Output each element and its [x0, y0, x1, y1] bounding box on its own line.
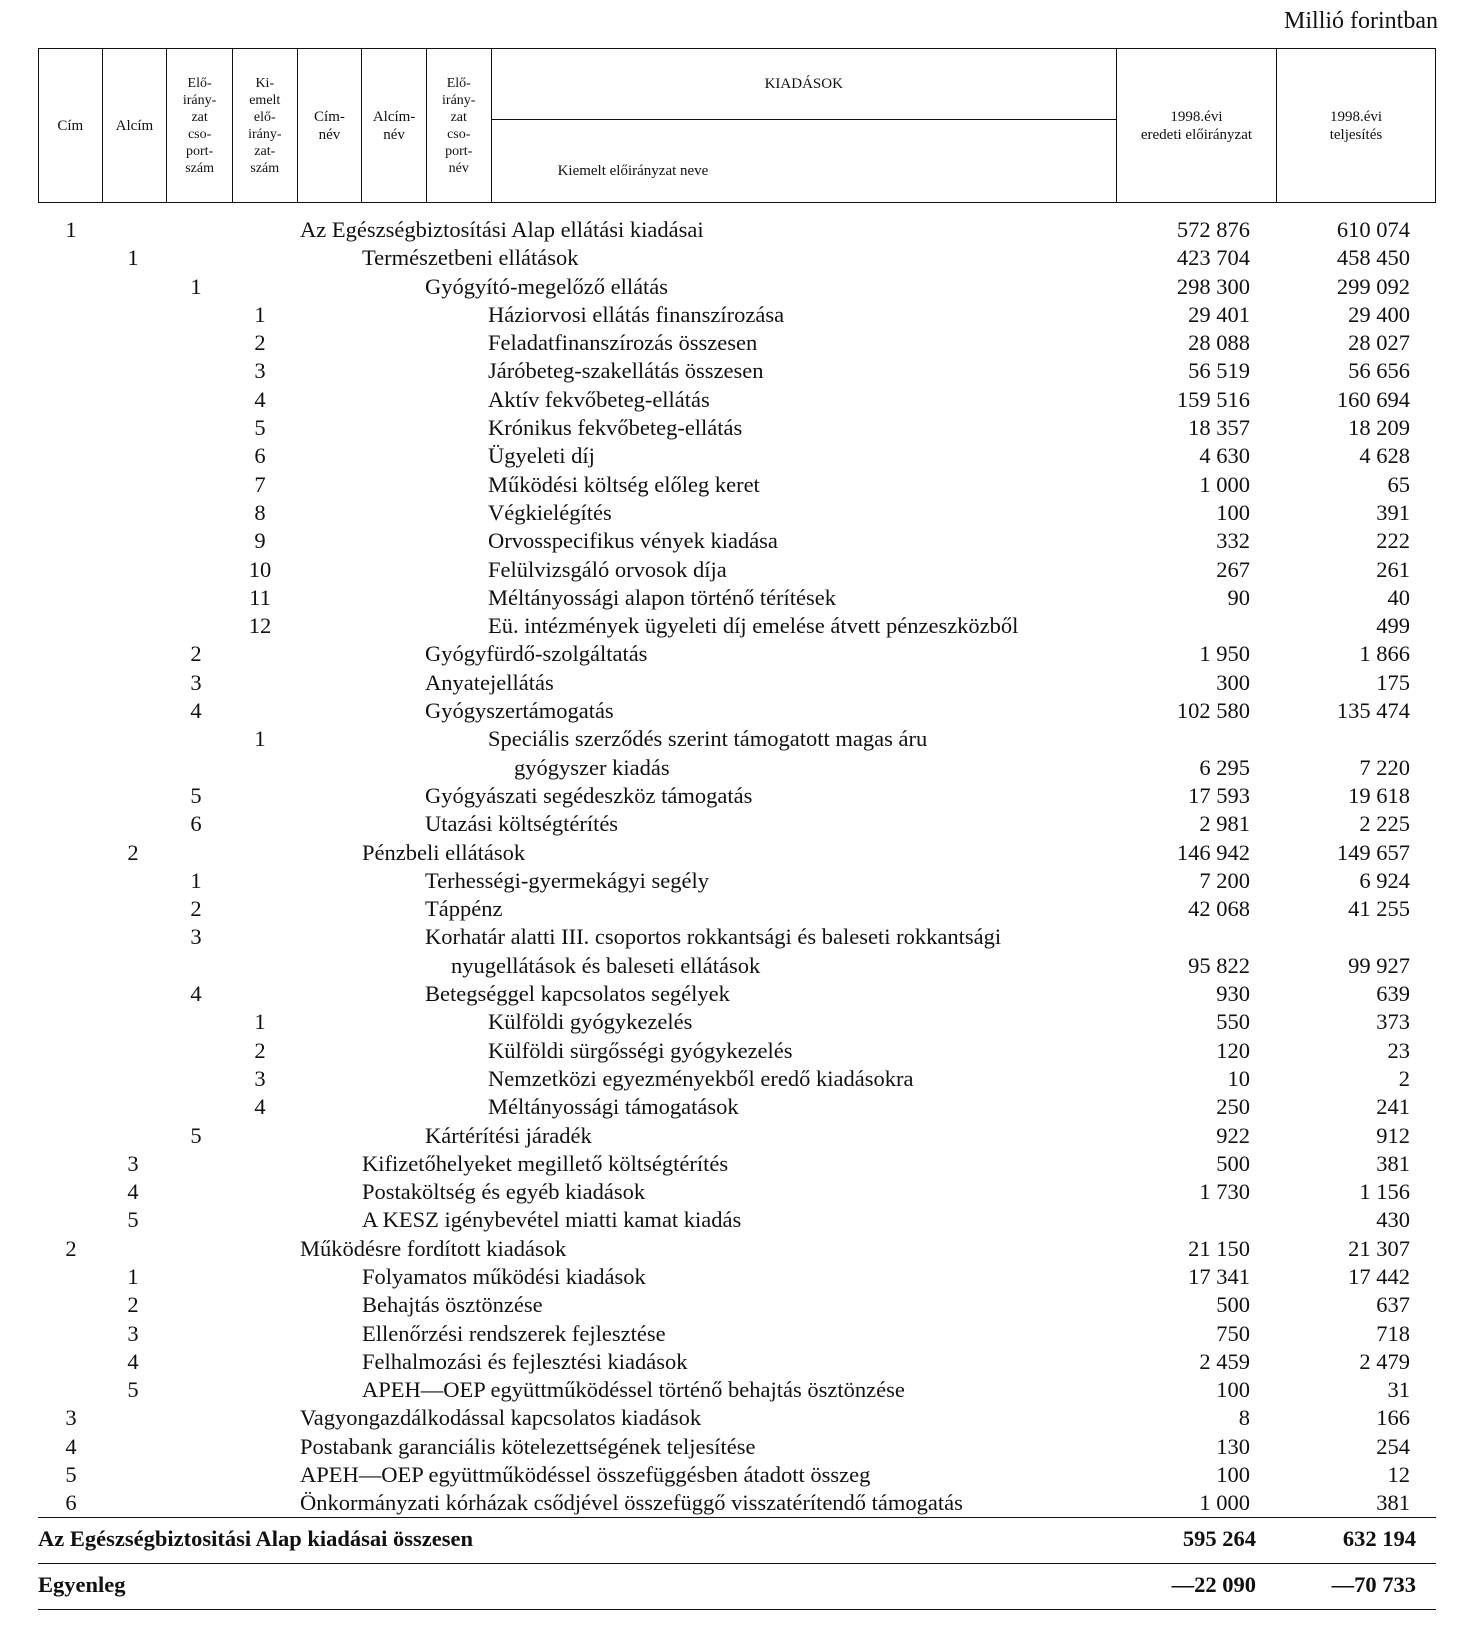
table-row — [0, 1206, 1468, 1234]
table-row — [0, 1348, 1468, 1376]
divider — [38, 1517, 1436, 1518]
row-eredeti-value: 17 593 — [1188, 782, 1250, 808]
row-teljesites-value: 391 — [1376, 499, 1410, 525]
table-row — [0, 640, 1468, 668]
divider — [38, 1609, 1436, 1610]
row-name: APEH—OEP együttműködéssel történő behajtás ösztönzése — [362, 1377, 905, 1403]
row-teljesites-value: 41 255 — [1348, 896, 1410, 922]
row-teljesites-value: 637 — [1376, 1292, 1410, 1318]
row-number: 5 — [190, 782, 202, 808]
balance-eredeti-value: —22 090 — [1171, 1572, 1256, 1597]
row-number: 1 — [254, 726, 266, 752]
table-row — [0, 386, 1468, 414]
row-number: 2 — [254, 330, 266, 356]
row-eredeti-value: 930 — [1216, 981, 1250, 1007]
row-teljesites-value: 65 — [1387, 471, 1410, 497]
table-row — [0, 527, 1468, 555]
row-number: 4 — [65, 1433, 77, 1459]
row-number: 1 — [254, 301, 266, 327]
row-name: Orvosspecifikus vények kiadása — [488, 528, 778, 554]
row-eredeti-value: 267 — [1216, 556, 1250, 582]
row-teljesites-value: 222 — [1376, 528, 1410, 554]
row-name: Pénzbeli ellátások — [362, 839, 526, 865]
row-name: Külföldi gyógykezelés — [488, 1009, 693, 1035]
row-number: 3 — [254, 358, 266, 384]
table-row — [0, 612, 1468, 640]
row-eredeti-value: 423 704 — [1176, 245, 1250, 271]
row-number: 10 — [248, 556, 272, 582]
row-number: 1 — [65, 217, 77, 242]
table-row — [0, 980, 1468, 1008]
row-eredeti-value: 550 — [1216, 1009, 1250, 1035]
row-name: Felülvizsgáló orvosok díja — [488, 556, 727, 582]
table-row — [0, 754, 1468, 782]
header-teljesites: 1998.évi teljesítés — [1276, 49, 1435, 203]
table-row — [0, 329, 1468, 357]
row-name: Utazási költségtérítés — [425, 811, 619, 837]
row-teljesites-value: 21 307 — [1348, 1235, 1410, 1261]
row-name: Kifizetőhelyeket megillető költségtérítés — [362, 1150, 729, 1176]
row-teljesites-value: 4 628 — [1359, 443, 1410, 469]
row-name: APEH—OEP együttműködéssel összefüggésben átadott összeg — [300, 1462, 871, 1488]
row-teljesites-value: 254 — [1376, 1433, 1410, 1459]
row-name: Külföldi sürgősségi gyógykezelés — [488, 1037, 793, 1063]
row-number: 1 — [127, 1263, 139, 1289]
row-eredeti-value: 56 519 — [1188, 358, 1250, 384]
row-eredeti-value: 250 — [1216, 1094, 1250, 1120]
row-eredeti-value: 130 — [1216, 1433, 1250, 1459]
row-teljesites-value: 135 474 — [1336, 698, 1410, 724]
row-name: Korhatár alatti III. csoportos rokkantsági és baleseti rokkantsági — [425, 924, 1002, 950]
table-row — [0, 1178, 1468, 1206]
row-number: 4 — [190, 698, 202, 724]
row-eredeti-value: 922 — [1216, 1122, 1250, 1148]
row-number: 4 — [127, 1348, 139, 1374]
row-number: 8 — [254, 499, 266, 525]
total-teljesites-value: 632 194 — [1342, 1526, 1416, 1551]
row-number: 4 — [190, 981, 202, 1007]
table-row — [0, 1433, 1468, 1461]
row-number: 3 — [127, 1320, 139, 1346]
row-number: 4 — [127, 1179, 139, 1205]
row-eredeti-value: 500 — [1216, 1292, 1250, 1318]
header-alcimnev: Alcím- név — [362, 49, 427, 203]
row-eredeti-value: 300 — [1216, 669, 1250, 695]
row-teljesites-value: 430 — [1376, 1207, 1410, 1233]
row-name: Betegséggel kapcsolatos segélyek — [425, 981, 730, 1007]
row-teljesites-value: 28 027 — [1348, 330, 1410, 356]
table-row — [0, 1150, 1468, 1178]
row-name: Behajtás ösztönzése — [362, 1292, 543, 1318]
row-teljesites-value: 19 618 — [1348, 782, 1410, 808]
row-name: Postabank garanciális kötelezettségének teljesítése — [300, 1433, 756, 1459]
row-teljesites-value: 241 — [1376, 1094, 1410, 1120]
row-eredeti-value: 10 — [1227, 1065, 1250, 1091]
row-eredeti-value: 42 068 — [1188, 896, 1250, 922]
row-name: Aktív fekvőbeteg-ellátás — [488, 386, 710, 412]
table-row — [0, 1291, 1468, 1319]
table-row — [0, 1235, 1468, 1263]
table-row — [0, 839, 1468, 867]
row-teljesites-value: 18 209 — [1348, 415, 1410, 441]
table-row — [0, 273, 1468, 301]
row-name: Járóbeteg-szakellátás összesen — [488, 358, 764, 384]
row-teljesites-value: 2 479 — [1359, 1348, 1410, 1374]
row-number: 7 — [254, 471, 266, 497]
row-eredeti-value: 1 000 — [1199, 471, 1250, 497]
balance-row — [38, 1568, 1436, 1602]
row-eredeti-value: 29 401 — [1188, 301, 1250, 327]
row-name: Vagyongazdálkodással kapcsolatos kiadások — [300, 1405, 702, 1431]
row-number: 5 — [65, 1462, 77, 1488]
row-name: Méltányossági támogatások — [488, 1094, 739, 1120]
row-teljesites-value: 175 — [1376, 669, 1410, 695]
row-number: 2 — [190, 896, 202, 922]
row-teljesites-value: 7 220 — [1359, 754, 1410, 780]
row-name: Méltányossági alapon történő térítések — [488, 584, 837, 610]
row-name: Gyógyító-megelőző ellátás — [425, 273, 669, 299]
row-eredeti-value: 100 — [1216, 1377, 1250, 1403]
row-name: nyugellátások és baleseti ellátások — [451, 952, 761, 978]
header-eloiranyzat-csoportnev: Elő- irány- zat cso- port- név — [426, 49, 491, 203]
row-number: 3 — [127, 1150, 139, 1176]
row-name: Eü. intézmények ügyeleti díj emelése átvett pénzeszközből — [488, 613, 1019, 639]
row-teljesites-value: 1 866 — [1359, 641, 1410, 667]
row-eredeti-value: 7 200 — [1199, 867, 1250, 893]
row-teljesites-value: 23 — [1387, 1037, 1410, 1063]
table-row — [0, 499, 1468, 527]
table-row — [0, 669, 1468, 697]
row-number: 1 — [127, 245, 139, 271]
row-teljesites-value: 1 156 — [1359, 1179, 1410, 1205]
row-eredeti-value: 1 000 — [1199, 1490, 1250, 1516]
row-eredeti-value: 298 300 — [1176, 273, 1250, 299]
row-number: 11 — [249, 584, 271, 610]
header-eredeti-eloiranyzat: 1998.évi eredeti előirányzat — [1116, 49, 1276, 203]
row-eredeti-value: 1 950 — [1199, 641, 1250, 667]
row-name: Felhalmozási és fejlesztési kiadások — [362, 1348, 688, 1374]
row-number: 4 — [254, 386, 266, 412]
row-teljesites-value: 2 — [1398, 1065, 1410, 1091]
row-name: Folyamatos működési kiadások — [362, 1263, 646, 1289]
row-name: gyógyszer kiadás — [514, 754, 670, 780]
row-name: Természetbeni ellátások — [362, 245, 579, 271]
table-row — [0, 1320, 1468, 1348]
table-row — [0, 895, 1468, 923]
table-row — [0, 556, 1468, 584]
row-eredeti-value: 18 357 — [1188, 415, 1250, 441]
table-row — [0, 1376, 1468, 1404]
row-number: 3 — [65, 1405, 77, 1431]
header-eloiranyzat-csoportszam: Elő- irány- zat cso- port- szám — [167, 49, 233, 203]
row-eredeti-value: 90 — [1227, 584, 1250, 610]
expense-rows — [0, 216, 1468, 1518]
row-eredeti-value: 146 942 — [1176, 839, 1250, 865]
row-teljesites-value: 299 092 — [1336, 273, 1410, 299]
table-row — [0, 952, 1468, 980]
row-number: 2 — [65, 1235, 77, 1261]
total-label: Az Egészségbiztositási Alap kiadásai összesen — [38, 1526, 474, 1551]
table-row — [0, 725, 1468, 753]
table-row — [0, 1008, 1468, 1036]
row-teljesites-value: 149 657 — [1336, 839, 1410, 865]
row-eredeti-value: 100 — [1216, 499, 1250, 525]
row-number: 6 — [65, 1490, 77, 1516]
row-eredeti-value: 572 876 — [1176, 217, 1250, 242]
unit-label: Millió forintban — [1284, 8, 1438, 34]
row-number: 12 — [248, 613, 272, 639]
row-eredeti-value: 500 — [1216, 1150, 1250, 1176]
row-eredeti-value: 17 341 — [1188, 1263, 1250, 1289]
row-eredeti-value: 750 — [1216, 1320, 1250, 1346]
row-teljesites-value: 261 — [1376, 556, 1410, 582]
row-teljesites-value: 610 074 — [1336, 217, 1410, 242]
row-teljesites-value: 17 442 — [1348, 1263, 1410, 1289]
row-eredeti-value: 6 295 — [1199, 754, 1250, 780]
row-number: 5 — [254, 415, 266, 441]
table-row — [0, 1122, 1468, 1150]
column-header — [38, 48, 1436, 203]
table-row — [0, 1065, 1468, 1093]
row-teljesites-value: 373 — [1376, 1009, 1410, 1035]
row-name: Feladatfinanszírozás összesen — [488, 330, 758, 356]
row-name: Ellenőrzési rendszerek fejlesztése — [362, 1320, 666, 1346]
header-cim: Cím — [39, 49, 103, 203]
row-number: 5 — [127, 1377, 139, 1403]
row-teljesites-value: 499 — [1376, 613, 1410, 639]
table-row — [0, 923, 1468, 951]
table-row — [0, 471, 1468, 499]
row-teljesites-value: 12 — [1387, 1462, 1410, 1488]
row-teljesites-value: 40 — [1387, 584, 1410, 610]
row-eredeti-value: 95 822 — [1188, 952, 1250, 978]
row-teljesites-value: 381 — [1376, 1490, 1410, 1516]
table-row — [0, 1404, 1468, 1432]
table-row — [0, 810, 1468, 838]
row-name: Terhességi-gyermekágyi segély — [425, 867, 709, 893]
header-alcim: Alcím — [102, 49, 167, 203]
row-number: 1 — [190, 273, 202, 299]
row-teljesites-value: 381 — [1376, 1150, 1410, 1176]
row-name: Háziorvosi ellátás finanszírozása — [488, 301, 785, 327]
row-teljesites-value: 458 450 — [1336, 245, 1410, 271]
row-eredeti-value: 1 730 — [1199, 1179, 1250, 1205]
row-name: Gyógyszertámogatás — [425, 698, 614, 724]
row-number: 6 — [190, 811, 202, 837]
row-name: Önkormányzati kórházak csődjével összefüggő visszatérítendő támogatás — [300, 1490, 963, 1516]
row-eredeti-value: 4 630 — [1199, 443, 1250, 469]
row-name: Nemzetközi egyezményekből eredő kiadásokra — [488, 1065, 914, 1091]
total-eredeti-value: 595 264 — [1182, 1526, 1256, 1551]
header-kiadasok: KIADÁSOK — [491, 49, 1116, 120]
row-teljesites-value: 166 — [1376, 1405, 1410, 1431]
row-teljesites-value: 29 400 — [1348, 301, 1410, 327]
row-number: 1 — [254, 1009, 266, 1035]
row-eredeti-value: 21 150 — [1188, 1235, 1250, 1261]
table-row — [0, 697, 1468, 725]
table-row — [0, 1489, 1468, 1517]
header-cimnev: Cím- név — [297, 49, 362, 203]
row-name: Kártérítési járadék — [425, 1122, 592, 1148]
row-name: Krónikus fekvőbeteg-ellátás — [488, 415, 743, 441]
table-row — [0, 442, 1468, 470]
table-row — [0, 1461, 1468, 1489]
row-number: 2 — [127, 839, 139, 865]
balance-label: Egyenleg — [38, 1572, 126, 1597]
row-eredeti-value: 100 — [1216, 1462, 1250, 1488]
header-kiemelt-eloiranyzatszam: Ki- emelt elő- irány- zat- szám — [232, 49, 297, 203]
row-number: 3 — [190, 924, 202, 950]
row-name: A KESZ igénybevétel miatti kamat kiadás — [362, 1207, 742, 1233]
row-name: Végkielégítés — [488, 499, 612, 525]
row-number: 2 — [190, 641, 202, 667]
row-number: 2 — [127, 1292, 139, 1318]
row-eredeti-value: 2 459 — [1199, 1348, 1250, 1374]
row-teljesites-value: 31 — [1387, 1377, 1410, 1403]
row-teljesites-value: 639 — [1376, 981, 1410, 1007]
row-teljesites-value: 56 656 — [1348, 358, 1410, 384]
row-number: 5 — [190, 1122, 202, 1148]
row-eredeti-value: 102 580 — [1176, 698, 1250, 724]
row-number: 6 — [254, 443, 266, 469]
row-name: Anyatejellátás — [425, 669, 554, 695]
row-eredeti-value: 2 981 — [1199, 811, 1250, 837]
table-row — [0, 1093, 1468, 1121]
table-row — [0, 244, 1468, 272]
table-row — [0, 1263, 1468, 1291]
row-number: 2 — [254, 1037, 266, 1063]
row-eredeti-value: 332 — [1216, 528, 1250, 554]
row-teljesites-value: 912 — [1376, 1122, 1410, 1148]
row-name: Postaköltség és egyéb kiadások — [362, 1179, 646, 1205]
row-number: 1 — [190, 867, 202, 893]
divider — [38, 1563, 1436, 1564]
table-row — [0, 584, 1468, 612]
row-eredeti-value: 28 088 — [1188, 330, 1250, 356]
row-name: Ügyeleti díj — [488, 443, 595, 469]
table-row — [0, 782, 1468, 810]
table-row — [0, 357, 1468, 385]
row-name: Speciális szerződés szerint támogatott magas áru — [488, 726, 928, 752]
table-row — [0, 414, 1468, 442]
row-name: Gyógyfürdő-szolgáltatás — [425, 641, 648, 667]
header-kiemelt-eloiranyzat-neve: Kiemelt előirányzat neve — [491, 120, 1116, 203]
row-teljesites-value: 2 225 — [1359, 811, 1410, 837]
row-teljesites-value: 160 694 — [1336, 386, 1410, 412]
row-number: 3 — [190, 669, 202, 695]
row-name: Gyógyászati segédeszköz támogatás — [425, 782, 753, 808]
table-row — [0, 1037, 1468, 1065]
row-eredeti-value: 120 — [1216, 1037, 1250, 1063]
row-name: Az Egészségbiztosítási Alap ellátási kiadásai — [300, 217, 704, 242]
row-name: Táppénz — [425, 896, 503, 922]
balance-teljesites-value: —70 733 — [1331, 1572, 1416, 1597]
row-eredeti-value: 159 516 — [1176, 386, 1250, 412]
row-number: 3 — [254, 1065, 266, 1091]
row-name: Működési költség előleg keret — [488, 471, 760, 497]
table-row — [0, 867, 1468, 895]
row-number: 9 — [254, 528, 266, 554]
row-number: 4 — [254, 1094, 266, 1120]
row-name: Működésre fordított kiadások — [300, 1235, 567, 1261]
table-row — [0, 301, 1468, 329]
table-row — [0, 216, 1468, 244]
row-teljesites-value: 718 — [1376, 1320, 1410, 1346]
total-row — [38, 1522, 1436, 1556]
row-eredeti-value: 8 — [1238, 1405, 1250, 1431]
row-teljesites-value: 6 924 — [1359, 867, 1410, 893]
row-teljesites-value: 99 927 — [1348, 952, 1410, 978]
row-number: 5 — [127, 1207, 139, 1233]
